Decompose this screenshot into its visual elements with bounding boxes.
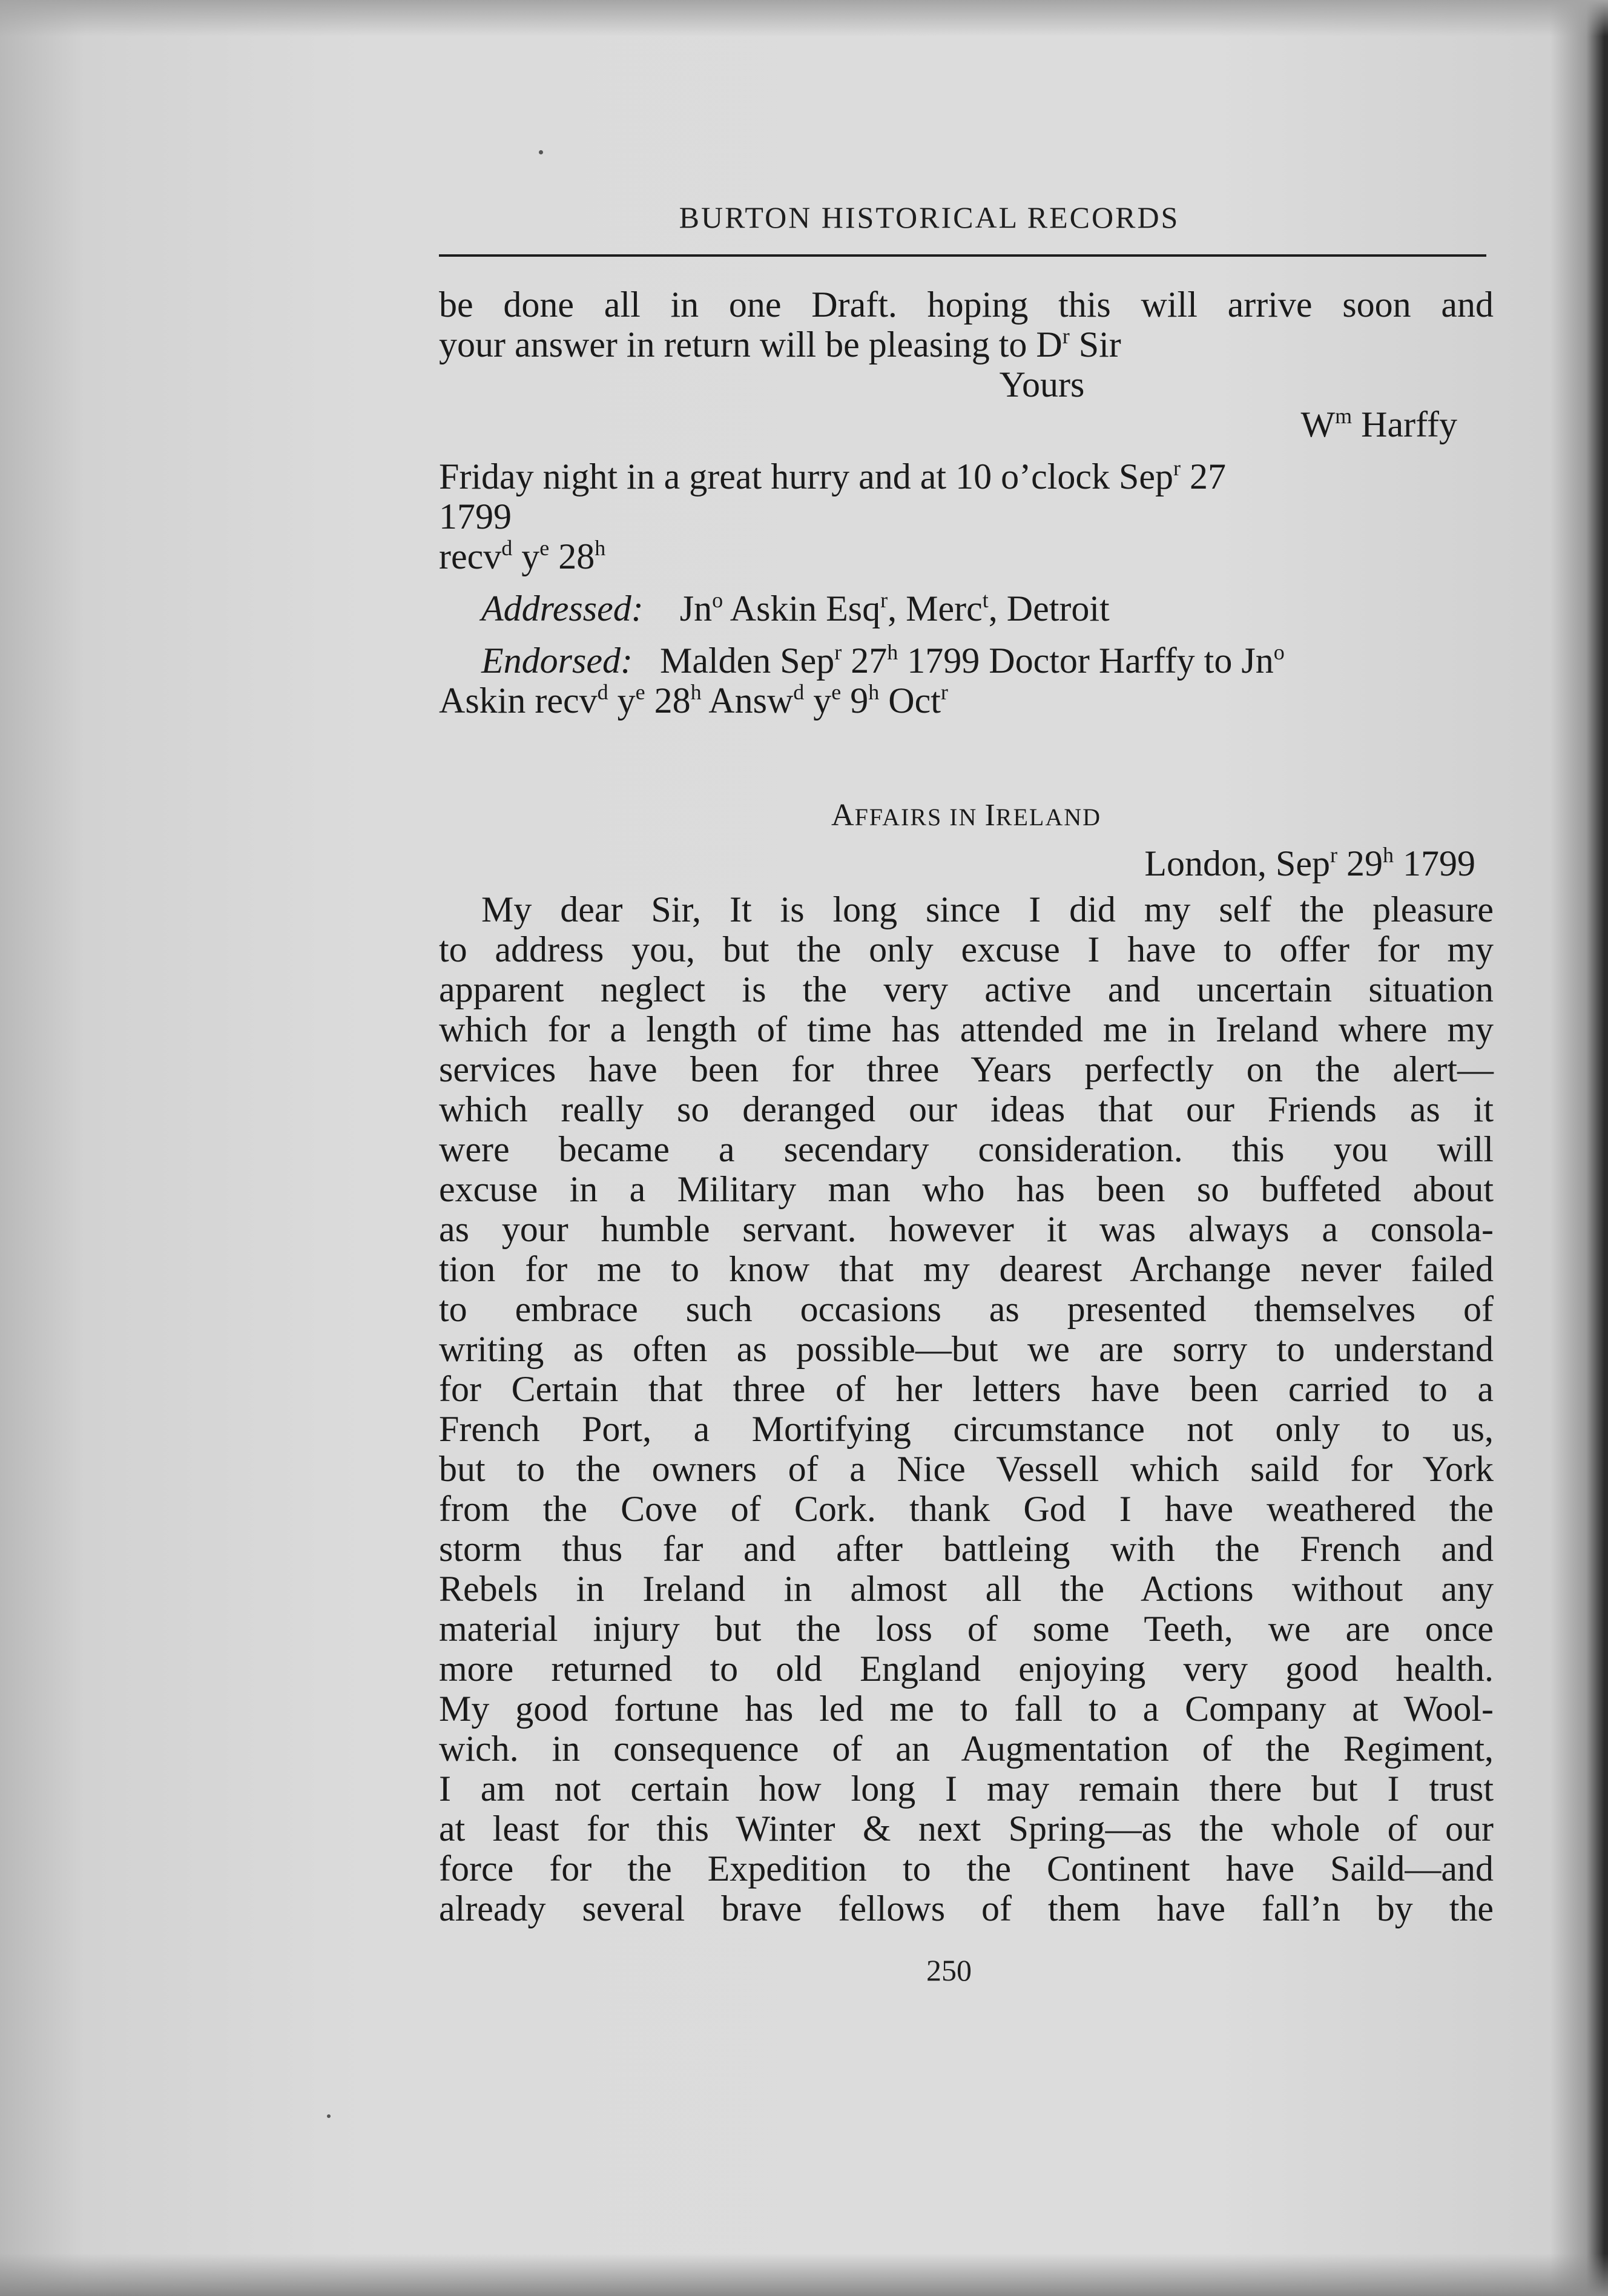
body-line: My good fortune has led me to fall to a Company at Wool- [439, 1689, 1494, 1729]
body-line: as your humble servant. however it was always a consola- [439, 1209, 1494, 1249]
body-line: material injury but the loss of some Teeth, we are once [439, 1609, 1494, 1649]
header-rule [439, 254, 1486, 257]
body-line: to embrace such occasions as presented themselves of [439, 1289, 1494, 1329]
body-line: My dear Sir, It is long since I did my self the pleasure [481, 889, 1494, 929]
letter-addressed: Addressed: Jn$^o$ Askin Esq$^r$, Merc$^t$, Detroit [481, 588, 1110, 628]
body-line: but to the owners of a Nice Vessell which saild for York [439, 1449, 1494, 1489]
body-line: to address you, but the only excuse I have to offer for my [439, 929, 1494, 969]
body-line: from the Cove of Cork. thank God I have weathered the [439, 1489, 1494, 1529]
body-line: were became a secendary consideration. this you will [439, 1129, 1494, 1169]
page-bottom-shadow [0, 2254, 1608, 2296]
letter-dateline: Friday night in a great hurry and at 10 o’clock Sep$^r$ 27 [439, 456, 1227, 496]
letter-body [439, 889, 1494, 1928]
page-top-shadow [0, 0, 1608, 36]
paper-speck [327, 2114, 331, 2118]
running-header [439, 200, 1486, 235]
letter-line: your answer in return will be pleasing to $D^r$ Sir [439, 324, 1121, 365]
body-line: tion for me to know that my dearest Archange never failed [439, 1249, 1494, 1289]
body-line: I am not certain how long I may remain there but I trust [439, 1769, 1494, 1809]
body-line: storm thus far and after battleing with the French and [439, 1529, 1494, 1569]
letter-endorsed-cont: Askin recv$^d$ $y^e$ 28$^h$ Answ$^d$ $y^e$ 9$^h$ Oct$^r$ [439, 680, 948, 721]
section-heading: AFFAIRS IN IRELAND [831, 798, 1101, 833]
body-line: services have been for three Years perfectly on the alert— [439, 1049, 1494, 1089]
body-line: which for a length of time has attended me in Ireland where my [439, 1009, 1494, 1049]
letter-line: be done all in one Draft. hoping this will arrive soon and [439, 285, 1494, 325]
letter-received: recv$^d$ $y^e$ 28$^h$ [439, 536, 606, 576]
running-title: BURTON HISTORICAL RECORDS [679, 200, 1180, 234]
letter-year: 1799 [439, 496, 512, 536]
body-line: excuse in a Military man who has been so buffeted about [439, 1169, 1494, 1209]
letter-closing: Yours [999, 365, 1085, 404]
body-line: at least for this Winter & next Spring—as the whole of our [439, 1809, 1494, 1849]
body-line: writing as often as possible—but we are sorry to understand [439, 1329, 1494, 1369]
body-line: wich. in consequence of an Augmentation of the Regiment, [439, 1729, 1494, 1769]
body-line: which really so deranged our ideas that our Friends as it [439, 1089, 1494, 1129]
letter-place-date: London, Sep$^r$ 29$^h$ 1799 [1144, 843, 1475, 883]
page-body [439, 285, 1494, 1928]
body-line: more returned to old England enjoying very good health. [439, 1649, 1494, 1689]
letter-endorsed: Endorsed: Malden Sep$^r$ 27$^h$ 1799 Doctor Harffy to Jn$^o$ [481, 640, 1285, 681]
body-line: apparent neglect is the very active and uncertain situation [439, 969, 1494, 1009]
body-line: force for the Expedition to the Continent have Saild—and [439, 1849, 1494, 1889]
body-line: already several brave fellows of them have fall’n by the [439, 1889, 1494, 1928]
body-line: for Certain that three of her letters have been carried to a [439, 1369, 1494, 1409]
letter-signature: $W^m$ Harffy [1300, 404, 1457, 444]
page-number: 250 [926, 1953, 972, 1987]
body-line: Rebels in Ireland in almost all the Actions without any [439, 1569, 1494, 1609]
paper-speck [539, 150, 543, 154]
body-line: French Port, a Mortifying circumstance not only to us, [439, 1409, 1494, 1449]
